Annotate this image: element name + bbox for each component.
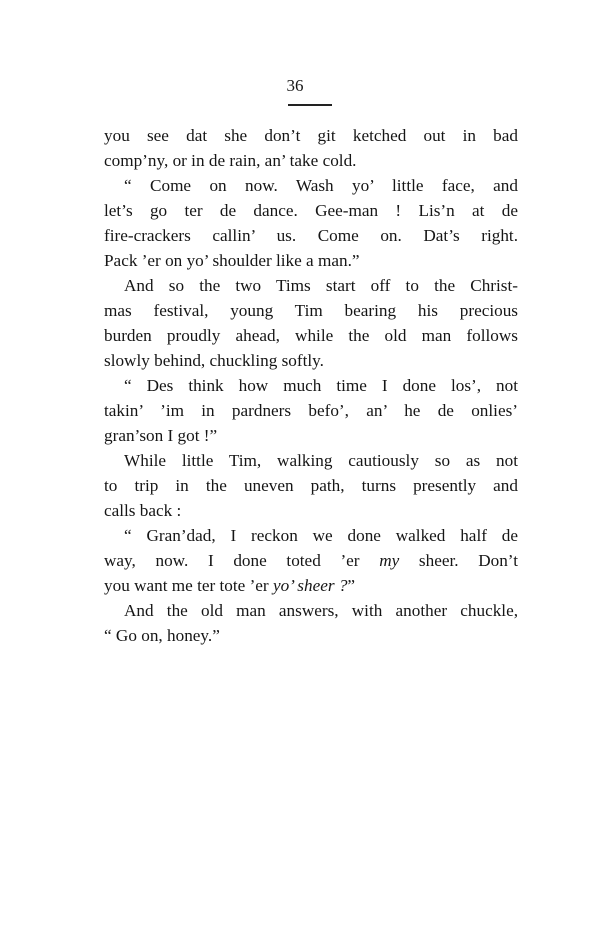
text-line: you see dat she don’t git ketched out in bad: [104, 126, 518, 145]
page-number: 36: [286, 76, 304, 95]
text-line: takin’ ’im in pardners befo’, an’ he de onlies’: [104, 401, 518, 420]
text-segment: sheer. Don’t: [399, 551, 518, 570]
text-line: And the old man answers, with another chuckle,: [124, 601, 518, 620]
text-line: let’s go ter de dance. Gee-man ! Lis’n at de: [104, 201, 518, 220]
text-line: “ Come on now. Wash yo’ little face, and: [124, 176, 518, 195]
text-line: burden proudly ahead, while the old man follows: [104, 326, 518, 345]
text-line: While little Tim, walking cautiously so as not: [124, 451, 518, 470]
text-line: fire-crackers callin’ us. Come on. Dat’s right.: [104, 226, 518, 245]
text-line: gran’son I got !”: [104, 426, 218, 445]
text-segment: ”: [347, 576, 356, 595]
text-line: [104, 548, 518, 573]
italic-text: yo’ sheer ?: [272, 576, 348, 595]
header-rule: [288, 104, 332, 106]
text-line: comp’ny, or in de rain, an’ take cold.: [104, 151, 357, 170]
text-line: Pack ’er on yo’ shoulder like a man.”: [104, 251, 360, 270]
italic-text: my: [379, 551, 400, 570]
text-line: “ Des think how much time I done los’, not: [124, 376, 518, 395]
body-text: [104, 123, 518, 648]
text-line: “ Go on, honey.”: [104, 626, 220, 645]
text-line: “ Gran’dad, I reckon we done walked half de: [124, 526, 518, 545]
text-line: to trip in the uneven path, turns presently and: [104, 476, 518, 495]
text-line: calls back :: [104, 501, 182, 520]
text-segment: you want me ter tote ’er: [104, 576, 273, 595]
text-line: mas festival, young Tim bearing his precious: [104, 301, 518, 320]
text-segment: way, now. I done toted ’er: [104, 551, 380, 570]
text-line: And so the two Tims start off to the Christ-: [124, 276, 518, 295]
text-line: [104, 573, 518, 598]
text-line: slowly behind, chuckling softly.: [104, 351, 324, 370]
